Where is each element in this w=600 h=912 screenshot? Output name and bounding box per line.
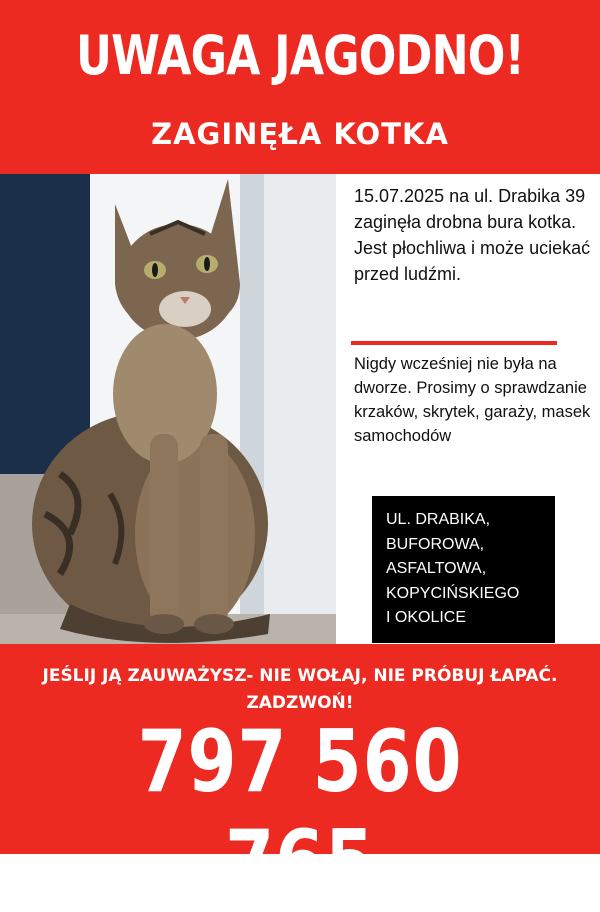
- cat-photo: [0, 174, 336, 644]
- phone-number: 797 560 765: [137, 712, 463, 912]
- description-paragraph-2: Nigdy wcześniej nie była na dworze. Prosimy o sprawdzanie krzaków, skrytek, garaży, masek samochodów: [354, 355, 591, 445]
- street-item: KOPYCIŃSKIEGO: [386, 584, 520, 602]
- headline: UWAGA JAGODNO!: [75, 24, 525, 87]
- description-paragraph-1: 15.07.2025 na ul. Drabika 39 zaginęła drobna bura kotka. Jest płochliwa i może uciekać przed ludźmi.: [354, 186, 591, 284]
- streets-box: [372, 496, 555, 643]
- subheadline: ZAGINĘŁA KOTKA: [151, 117, 449, 151]
- street-item: BUFOROWA,: [386, 535, 485, 553]
- street-item: UL. DRABIKA,: [386, 511, 491, 528]
- warning-text: [0, 663, 600, 717]
- warning-line-2: ZADZWOŃ!: [246, 693, 354, 713]
- street-item: I OKOLICE: [386, 609, 467, 626]
- red-divider: [351, 341, 557, 345]
- warning-line-1: JEŚLIJ JĄ ZAUWAŻYSZ- NIE WOŁAJ, NIE PRÓBUJ ŁAPAĆ.: [42, 666, 558, 686]
- street-item: ASFALTOWA,: [386, 560, 487, 577]
- streets-list: [372, 496, 555, 631]
